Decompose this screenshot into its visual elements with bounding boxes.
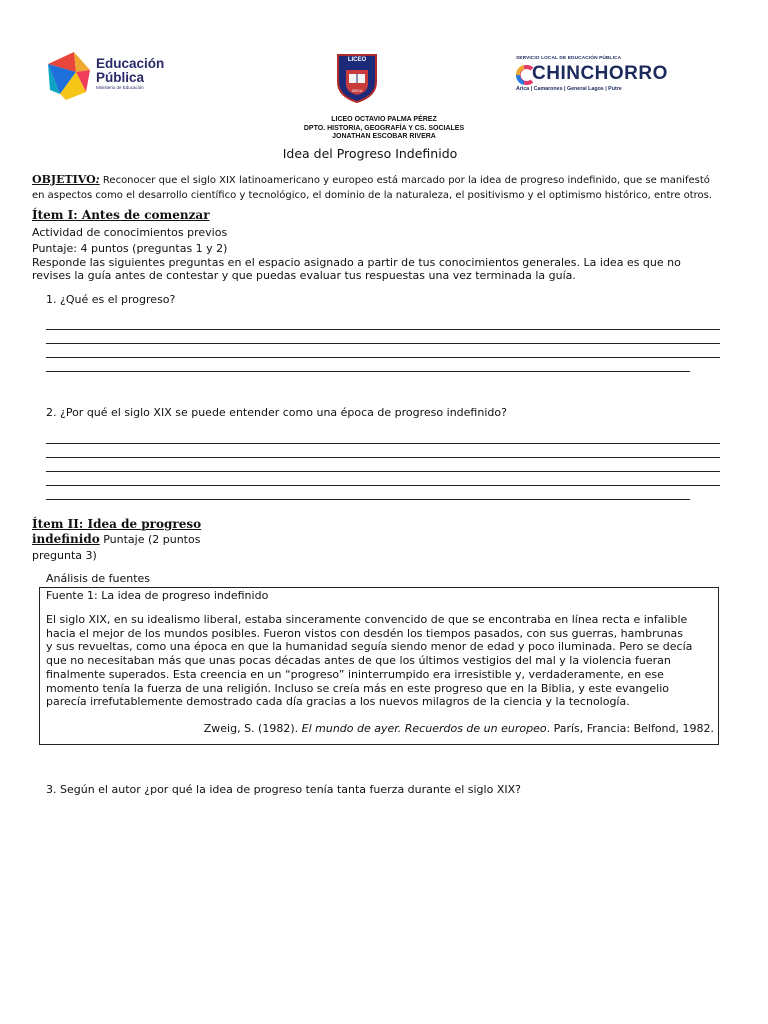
educacion-publica-logo	[46, 50, 176, 102]
answer-line[interactable]	[46, 499, 690, 500]
answer-line[interactable]	[46, 357, 720, 358]
edu-logo-line1: Educación	[96, 56, 165, 71]
answer-line[interactable]	[46, 329, 720, 330]
educacion-publica-emblem-icon	[46, 50, 92, 102]
citation-title: El mundo de ayer. Recuerdos de un europeo	[301, 722, 547, 735]
source-line: parecía irrefutablemente demostrado cada día gracias a los nuevos milagros de la ciencia y la tecnología.	[46, 695, 630, 709]
liceo-logo	[334, 52, 380, 104]
objective-text-1: Reconocer que el siglo XIX latinoamericano y europeo está marcado por la idea de progreso indefinido, que se manifestó	[99, 175, 710, 186]
edu-logo-line2: Pública	[96, 70, 145, 85]
item1-instructions-1: Responde las siguientes preguntas en el espacio asignado a partir de tus conocimientos generales. La idea es que no	[32, 256, 681, 269]
question-2: 2. ¿Por qué el siglo XIX se puede entender como una época de progreso indefinido?	[46, 406, 507, 419]
item2-heading-1: Ítem II: Idea de progreso	[32, 517, 202, 531]
answer-line[interactable]	[46, 457, 720, 458]
page-title: Idea del Progreso Indefinido	[282, 146, 458, 161]
item1-heading: Ítem I: Antes de comenzar	[32, 208, 210, 222]
source-citation	[204, 722, 714, 735]
citation-rest: . París, Francia: Belfond, 1982.	[546, 722, 714, 735]
chinchorro-logo	[514, 56, 694, 96]
chinchorro-logo-bottom: Arica | Camarones | General Lagos | Putre	[516, 86, 622, 92]
answer-line[interactable]	[46, 343, 720, 344]
source-line: que no necesitaban más que unas pocas décadas antes de que los últimos vestigios del mal y la violencia fueran	[46, 654, 671, 668]
source-title: Fuente 1: La idea de progreso indefinido	[46, 589, 269, 602]
source-box	[39, 587, 719, 745]
citation-author: Zweig, S. (1982).	[203, 722, 302, 735]
chinchorro-logo-name: CHINCHORRO	[532, 63, 668, 84]
question-3: 3. Según el autor ¿por qué la idea de progreso tenía tanta fuerza durante el siglo XIX?	[46, 783, 521, 796]
question-1: 1. ¿Qué es el progreso?	[46, 293, 176, 306]
item2-header	[32, 516, 212, 562]
source-body	[46, 613, 716, 709]
item2-score-2: pregunta 3)	[32, 548, 97, 562]
objective-colon: :	[95, 175, 100, 186]
liceo-logo-top: LICEO	[347, 57, 367, 63]
answer-line[interactable]	[46, 371, 690, 372]
item1-instructions-2: revises la guía antes de contestar y que puedas evaluar tus respuestas una vez terminada la guía.	[32, 269, 576, 282]
analysis-label: Análisis de fuentes	[46, 572, 151, 585]
school-name: LICEO OCTAVIO PALMA PÉREZ	[331, 116, 437, 123]
objective-text-2: en aspectos como el desarrollo científico y tecnológico, el dominio de la naturaleza, el positivismo y el optimismo histórico, entre otros.	[32, 189, 713, 201]
chinchorro-logo-top: SERVICIO LOCAL DE EDUCACIÓN PÚBLICA	[516, 56, 622, 61]
item1-score: Puntaje: 4 puntos (preguntas 1 y 2)	[32, 242, 228, 255]
liceo-logo-bottom: ARICA	[351, 89, 363, 93]
objective	[32, 173, 732, 203]
teacher-name: JONATHAN ESCOBAR RIVERA	[332, 133, 436, 140]
answer-line[interactable]	[46, 443, 720, 444]
answer-line[interactable]	[46, 471, 720, 472]
source-line: finalmente superados. Esta creencia en un “progreso” ininterrumpido era irresistible y, verdaderamente, en ese	[46, 667, 664, 681]
item1-activity: Actividad de conocimientos previos	[32, 226, 228, 239]
source-line: y sus revueltas, como una época en que la humanidad seguía siendo menor de edad y poco iluminada. Pero se decía	[46, 640, 693, 654]
edu-logo-line3: Ministerio de Educación	[96, 85, 144, 90]
item2-score-1: Puntaje (2 puntos	[99, 533, 201, 546]
source-line: El siglo XIX, en su idealismo liberal, estaba sinceramente convencido de que se encontraba en línea recta e infalible	[46, 613, 688, 626]
answer-line[interactable]	[46, 485, 720, 486]
item2-heading-2: indefinido	[32, 532, 100, 546]
source-line: momento tenía la fuerza de una religión. Incluso se creía más en este progreso que en la Biblia, y este evangelio	[46, 681, 669, 695]
department-name: DPTO. HISTORIA, GEOGRAFÍA Y CS. SOCIALES	[303, 124, 465, 132]
objective-label: OBJETIVO	[32, 173, 96, 186]
source-line: hacia el mejor de los mundos posibles. Fueron vistos con desdén los tiempos pasados, con sus guerras, hambrunas	[46, 626, 684, 640]
